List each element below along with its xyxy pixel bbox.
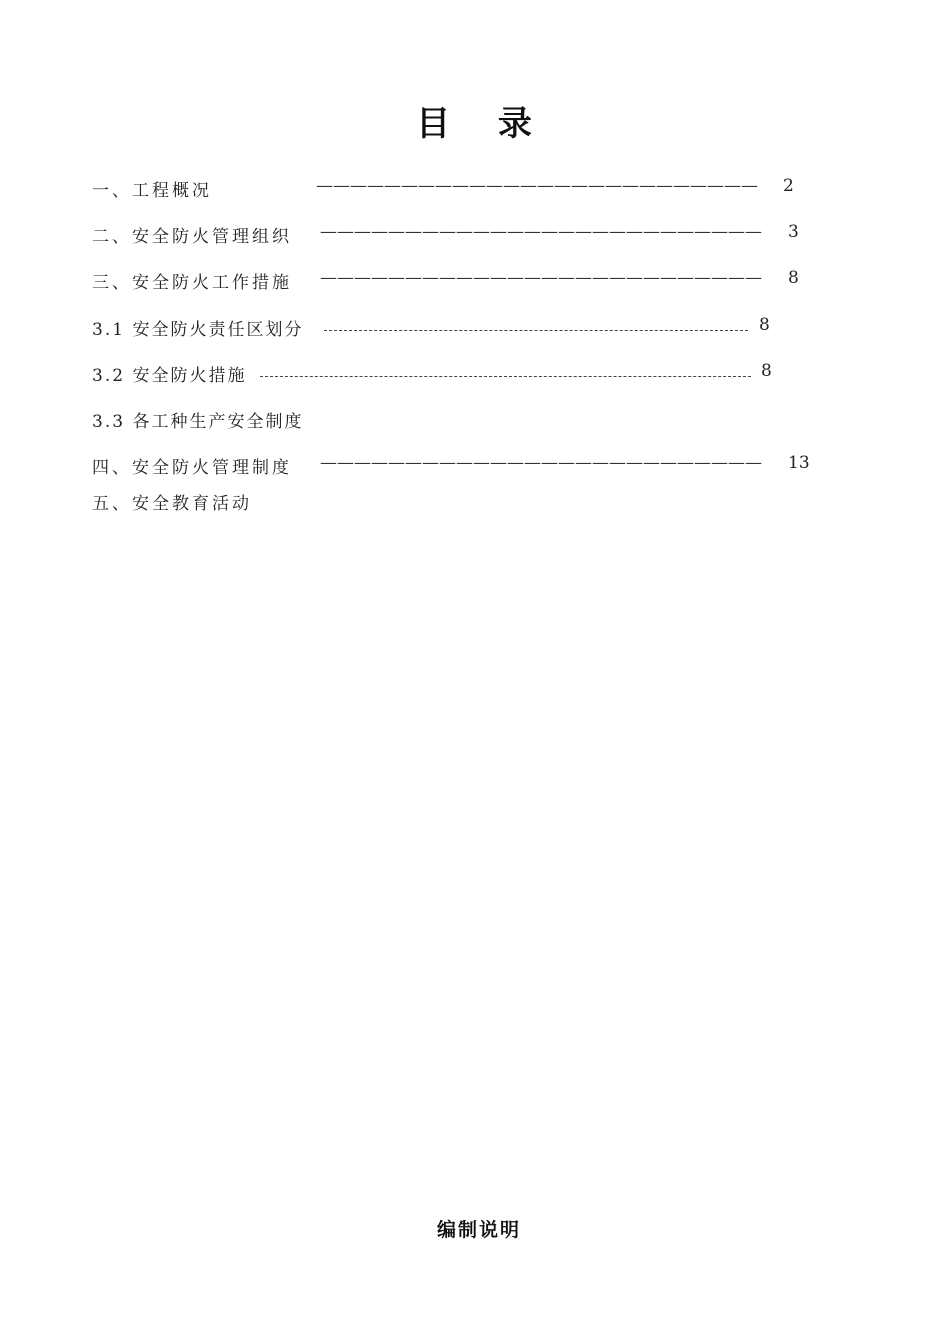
toc-entry[interactable] — [0, 315, 950, 343]
toc-leader — [260, 376, 751, 377]
toc-page-number: 8 — [761, 361, 772, 381]
page-title: 目 录 — [416, 104, 550, 144]
toc-entry-label: 3.3 各工种生产安全制度 — [92, 412, 304, 432]
toc-leader: —————————————————————————— — [316, 176, 758, 196]
toc-entry-label: 三、安全防火工作措施 — [92, 273, 292, 293]
toc-page-number: 8 — [759, 315, 770, 335]
section-heading: 编制说明 — [436, 1219, 521, 1241]
toc-entry[interactable] — [0, 407, 950, 435]
toc-entry[interactable] — [0, 453, 950, 481]
toc-entry-label: 3.2 安全防火措施 — [92, 366, 247, 386]
toc-entry[interactable] — [0, 361, 950, 389]
toc-entry-label: 五、安全教育活动 — [92, 494, 252, 514]
toc-entry-label: 3.1 安全防火责任区划分 — [92, 320, 304, 340]
toc-entry[interactable] — [0, 176, 950, 204]
toc-entry-label: 二、安全防火管理组织 — [92, 227, 292, 247]
toc-page-number: 13 — [788, 453, 810, 473]
toc-leader: —————————————————————————— — [320, 453, 762, 473]
toc-entry-label: 一、工程概况 — [92, 181, 212, 201]
toc-leader: —————————————————————————— — [320, 222, 762, 242]
toc-page-number: 2 — [783, 176, 794, 196]
toc-entry[interactable] — [0, 489, 950, 517]
toc-page-number: 8 — [788, 268, 799, 288]
toc-leader — [324, 330, 748, 331]
toc-entry[interactable] — [0, 222, 950, 250]
toc-leader: —————————————————————————— — [320, 268, 762, 288]
toc-page-number: 3 — [788, 222, 799, 242]
toc-entry-label: 四、安全防火管理制度 — [92, 458, 292, 478]
toc-entry[interactable] — [0, 268, 950, 296]
